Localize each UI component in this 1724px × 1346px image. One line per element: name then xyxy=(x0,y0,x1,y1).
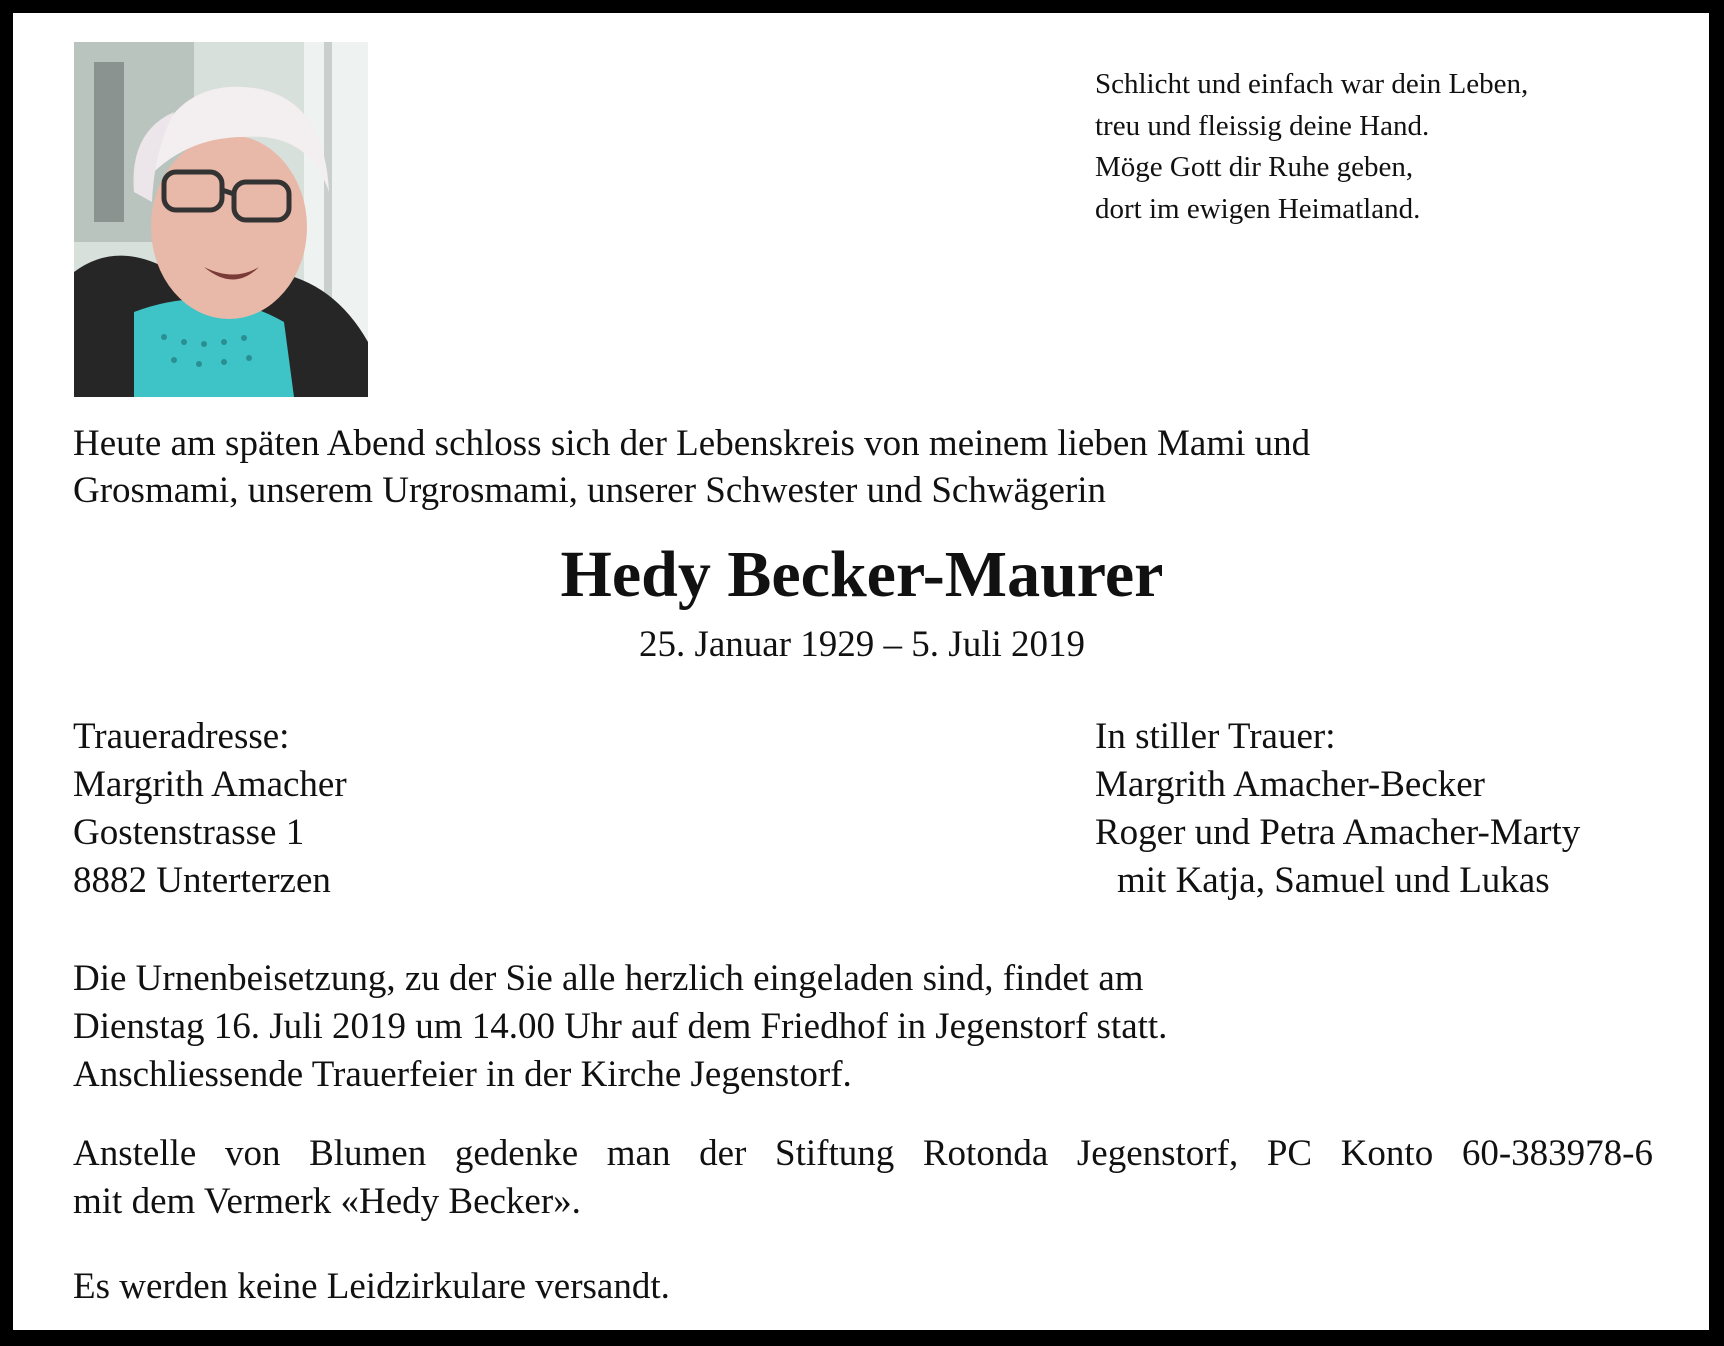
verse-line: Möge Gott dir Ruhe geben, xyxy=(1095,151,1414,183)
intro-paragraph xyxy=(73,420,1310,514)
verse-line: treu und fleissig deine Hand. xyxy=(1095,109,1430,142)
verse-line: dort im ewigen Heimatland. xyxy=(1095,192,1421,225)
address-line: Margrith Amacher xyxy=(73,764,347,805)
intro-line: Grosmami, unserem Urgrosmami, unserer Schwester und Schwägerin xyxy=(73,470,1107,511)
burial-line: Anschliessende Trauerfeier in der Kirche Jegenstorf. xyxy=(73,1054,852,1095)
donation-notice xyxy=(73,1130,1653,1226)
mourner-line: Margrith Amacher-Becker xyxy=(1095,764,1485,805)
address-heading: Traueradresse: xyxy=(73,716,290,757)
mourners-heading: In stiller Trauer: xyxy=(1095,716,1336,757)
address-line: Gostenstrasse 1 xyxy=(73,812,305,853)
donation-line: mit dem Vermerk «Hedy Becker». xyxy=(73,1181,581,1222)
mourners-list xyxy=(1095,713,1580,905)
donation-line: Anstelle von Blumen gedenke man der Stiftung Rotonda Jegenstorf, PC Konto 60-383978-6 xyxy=(73,1133,1653,1174)
mourner-line: Roger und Petra Amacher-Marty xyxy=(1095,812,1581,853)
mourner-line: mit Katja, Samuel und Lukas xyxy=(1117,860,1550,901)
burial-line: Dienstag 16. Juli 2019 um 14.00 Uhr auf dem Friedhof in Jegenstorf statt. xyxy=(73,1006,1168,1047)
memorial-verse xyxy=(1095,64,1528,230)
deceased-name: Hedy Becker-Maurer xyxy=(560,538,1164,611)
closing-note: Es werden keine Leidzirkulare versandt. xyxy=(73,1266,670,1307)
address-line: 8882 Unterterzen xyxy=(73,860,331,901)
portrait-illustration xyxy=(74,42,368,397)
portrait-photo xyxy=(74,42,368,397)
verse-line: Schlicht und einfach war dein Leben, xyxy=(1095,68,1529,100)
mourning-address xyxy=(73,713,347,905)
burial-line: Die Urnenbeisetzung, zu der Sie alle herzlich eingeladen sind, findet am xyxy=(73,958,1144,999)
life-dates: 25. Januar 1929 – 5. Juli 2019 xyxy=(638,624,1086,665)
intro-line: Heute am späten Abend schloss sich der Lebenskreis von meinem lieben Mami und xyxy=(73,423,1311,464)
burial-notice xyxy=(73,955,1167,1099)
